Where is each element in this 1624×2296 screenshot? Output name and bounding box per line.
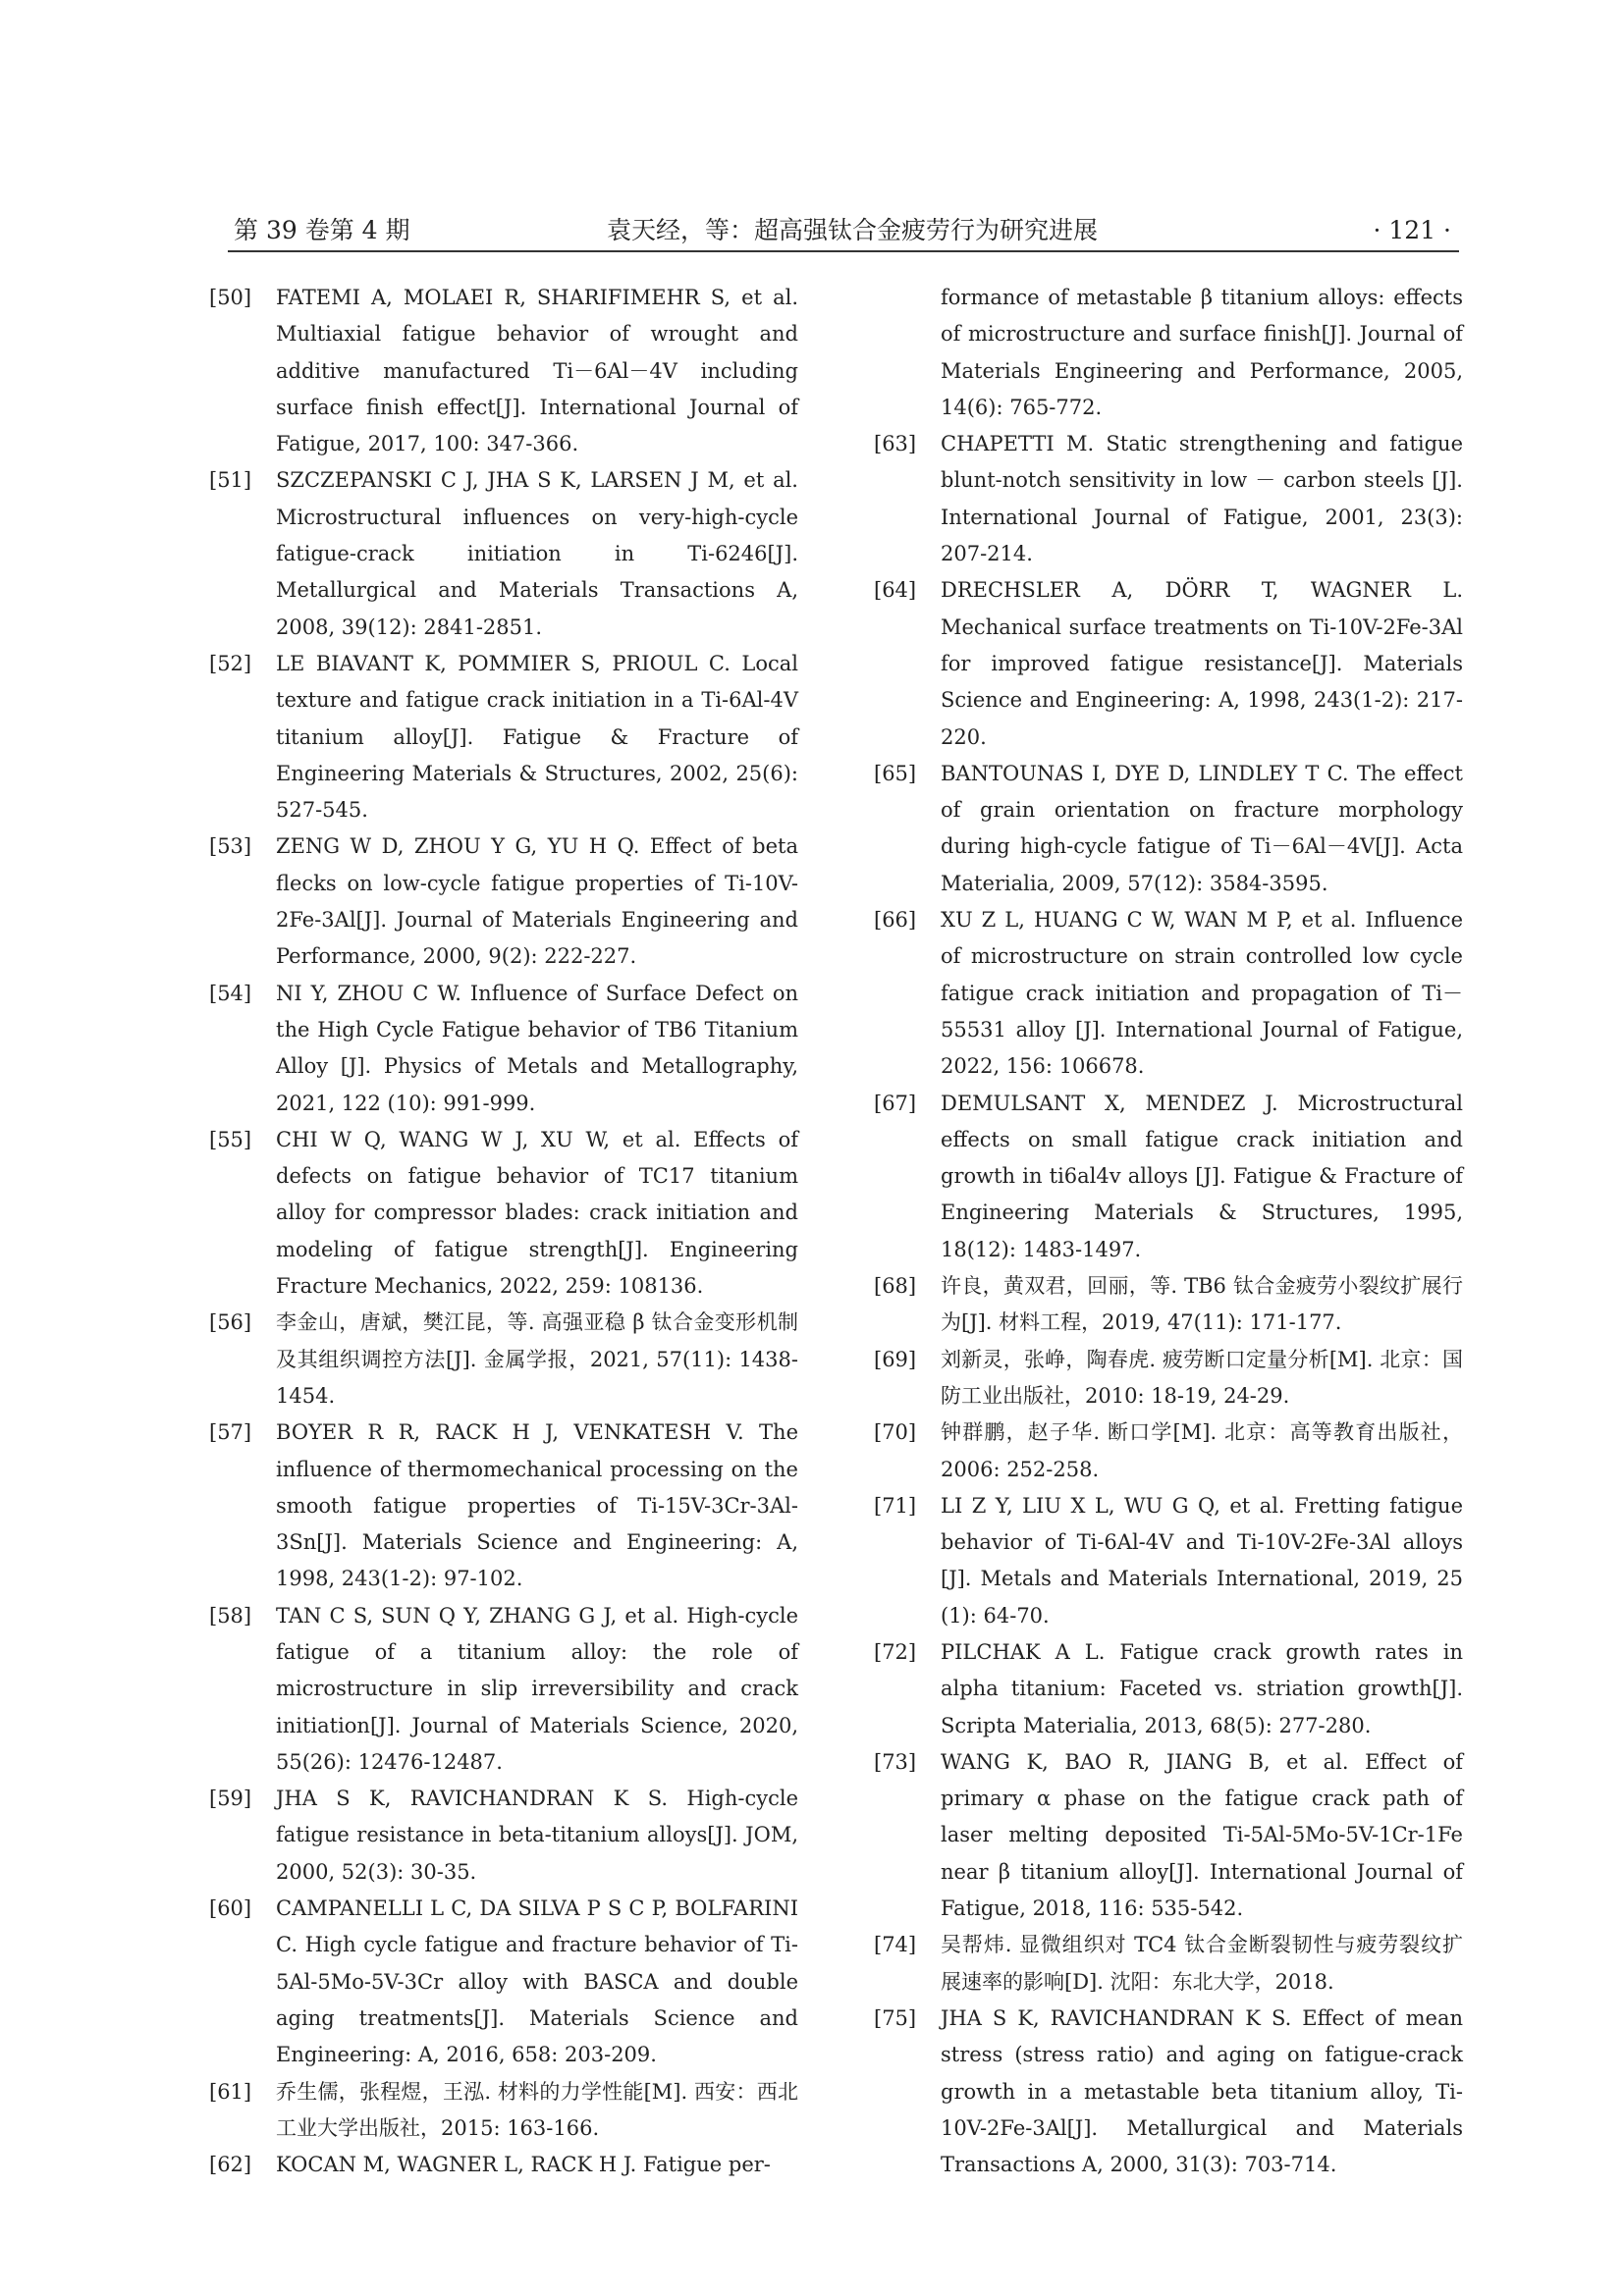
reference-item [874, 1342, 1463, 1415]
reference-text: NI Y, ZHOU C W. Influence of Surface Defect on the High Cycle Fatigue behavior of TB6 Titanium Alloy [J]. Physics of Metals and Metallography, 2021, 122 (10): 991-999. [276, 981, 798, 1115]
reference-item [209, 280, 798, 462]
reference-text: 吴帮炜. 显微组织对 TC4 钛合金断裂韧性与疲劳裂纹扩展速率的影响[D]. 沈阳：东北大学，2018. [941, 1933, 1463, 1994]
reference-number: [66] [874, 908, 917, 933]
reference-number: [61] [209, 2079, 252, 2104]
reference-item [874, 2001, 1463, 2183]
reference-item [874, 1415, 1463, 1488]
reference-text: LI Z Y, LIU X L, WU G Q, et al. Fretting fatigue behavior of Ti-6Al-4V and Ti-10V-2Fe-3Al alloys [J]. Metals and Materials International, 2019, 25 (1): 64-70. [941, 1493, 1463, 1628]
running-header [234, 215, 1451, 250]
reference-number: [60] [209, 1896, 252, 1921]
reference-text: JHA S K, RAVICHANDRAN K S. Effect of mean stress (stress ratio) and aging on fatigue-crack growth in a metastable beta titanium alloy, Ti-10V-2Fe-3Al[J]. Metallurgical and Materials Transactions A, 2000, 31(3): 703-714. [941, 2005, 1463, 2177]
reference-item [209, 1122, 798, 1305]
reference-number: [74] [874, 1933, 917, 1957]
reference-text: DRECHSLER A, DÖRR T, WAGNER L. Mechanical surface treatments on Ti-10V-2Fe-3Al for improved fatigue resistance[J]. Materials Science and Engineering: A, 1998, 243(1-2): 217-220. [941, 578, 1463, 749]
reference-number: [52] [209, 651, 252, 675]
reference-item [874, 280, 1463, 426]
reference-number: [54] [209, 981, 252, 1005]
reference-item [874, 1086, 1463, 1268]
reference-text: ZENG W D, ZHOU Y G, YU H Q. Effect of beta flecks on low-cycle fatigue properties of Ti-10V-2Fe-3Al[J]. Journal of Materials Engineering and Performance, 2000, 9(2): 222-227. [276, 834, 798, 969]
reference-text: CHAPETTI M. Static strengthening and fatigue blunt-notch sensitivity in low － carbon steels [J]. International Journal of Fatigue, 2001, 23(3): 207-214. [941, 432, 1463, 566]
reference-number: [75] [874, 2005, 917, 2030]
reference-text: DEMULSANT X, MENDEZ J. Microstructural effects on small fatigue crack initiation and growth in ti6al4v alloys [J]. Fatigue & Fracture of Engineering Materials & Structures, 1995, 18(12): 1483-1497. [941, 1091, 1463, 1261]
reference-item [874, 1744, 1463, 1927]
running-title: 袁天经，等：超高强钛合金疲劳行为研究进展 [607, 216, 1099, 244]
reference-number: [56] [209, 1310, 252, 1335]
reference-text: FATEMI A, MOLAEI R, SHARIFIMEHR S, et al. Multiaxial fatigue behavior of wrought and additive manufactured Ti－6Al－4V including surface finish effect[J]. International Journal of Fatigue, 2017, 100: 347-366. [276, 286, 798, 456]
reference-text: SZCZEPANSKI C J, JHA S K, LARSEN J M, et al. Microstructural influences on very-high-cycle fatigue-crack initiation in Ti-6246[J]. Metallurgical and Materials Transactions A, 2008, 39(12): 2841-2851. [276, 468, 798, 639]
reference-item [874, 572, 1463, 755]
reference-number: [71] [874, 1493, 917, 1518]
reference-number: [51] [209, 468, 252, 493]
reference-text: 许良，黄双君，回丽，等. TB6 钛合金疲劳小裂纹扩展行为[J]. 材料工程，2019, 47(11): 171-177. [941, 1274, 1463, 1335]
reference-number: [57] [209, 1420, 252, 1445]
reference-item [874, 1488, 1463, 1634]
reference-item [209, 462, 798, 645]
reference-text: 钟群鹏，赵子华. 断口学[M]. 北京：高等教育出版社，2006: 252-258. [941, 1420, 1463, 1481]
reference-text: 乔生儒，张程煜，王泓. 材料的力学性能[M]. 西安：西北工业大学出版社，2015: 163-166. [276, 2079, 798, 2140]
reference-text: KOCAN M, WAGNER L, RACK H J. Fatigue per- [276, 2153, 771, 2177]
reference-number: [67] [874, 1091, 917, 1115]
reference-number: [72] [874, 1639, 917, 1664]
reference-text: BOYER R R, RACK H J, VENKATESH V. The influence of thermomechanical processing on the smooth fatigue properties of Ti-15V-3Cr-3Al-3Sn[J]. Materials Science and Engineering: A, 1998, 243(1-2): 97-102. [276, 1420, 798, 1591]
reference-text: 李金山，唐斌，樊江昆，等. 高强亚稳 β 钛合金变形机制及其组织调控方法[J]. 金属学报，2021, 57(11): 1438-1454. [276, 1310, 798, 1408]
reference-text: PILCHAK A L. Fatigue crack growth rates in alpha titanium: Faceted vs. striation growth[J]. Scripta Materialia, 2013, 68(5): 277-280. [941, 1639, 1463, 1737]
reference-item [874, 902, 1463, 1085]
reference-number: [68] [874, 1274, 917, 1299]
reference-text: CHI W Q, WANG W J, XU W, et al. Effects of defects on fatigue behavior of TC17 titanium alloy for compressor blades: crack initiation and modeling of fatigue strength[J]. Engineering Fracture Mechanics, 2022, 259: 108136. [276, 1127, 798, 1299]
volume-issue: 第 39 卷第 4 期 [234, 216, 410, 244]
reference-column-right [874, 280, 1463, 2183]
reference-item [209, 1415, 798, 1597]
reference-number: [58] [209, 1603, 252, 1628]
reference-item [874, 756, 1463, 902]
reference-item [874, 426, 1463, 572]
reference-number: [69] [874, 1347, 917, 1371]
reference-text: XU Z L, HUANG C W, WAN M P, et al. Influence of microstructure on strain controlled low cycle fatigue crack initiation and propagation of Ti－55531 alloy [J]. International Journal of Fatigue, 2022, 156: 106678. [941, 908, 1463, 1079]
reference-number: [62] [209, 2153, 252, 2177]
reference-item [874, 1927, 1463, 2001]
reference-text: LE BIAVANT K, POMMIER S, PRIOUL C. Local texture and fatigue crack initiation in a Ti-6Al-4V titanium alloy[J]. Fatigue & Fracture of Engineering Materials & Structures, 2002, 25(6): 527-545. [276, 651, 798, 823]
reference-item [209, 1891, 798, 2073]
reference-text: CAMPANELLI L C, DA SILVA P S C P, BOLFARINI C. High cycle fatigue and fracture behavior of Ti-5Al-5Mo-5V-3Cr alloy with BASCA and double aging treatments[J]. Materials Science and Engineering: A, 2016, 658: 203-209. [276, 1896, 798, 2067]
reference-item [209, 2074, 798, 2148]
reference-number: [64] [874, 578, 917, 603]
reference-number: [63] [874, 432, 917, 456]
reference-item [209, 828, 798, 975]
reference-item [874, 1268, 1463, 1342]
reference-item [209, 1305, 798, 1415]
reference-number: [73] [874, 1749, 917, 1774]
reference-number: [59] [209, 1787, 252, 1811]
reference-item [874, 1634, 1463, 1744]
reference-text: TAN C S, SUN Q Y, ZHANG G J, et al. High-cycle fatigue of a titanium alloy: the role of microstructure in slip irreversibility and crack initiation[J]. Journal of Materials Science, 2020, 55(26): 12476-12487. [276, 1603, 798, 1774]
reference-column-left [209, 280, 798, 2183]
reference-item [209, 1781, 798, 1891]
reference-text: WANG K, BAO R, JIANG B, et al. Effect of primary α phase on the fatigue crack path of laser melting deposited Ti-5Al-5Mo-5V-1Cr-1Fe near β titanium alloy[J]. International Journal of Fatigue, 2018, 116: 535-542. [941, 1749, 1463, 1921]
reference-text: 刘新灵，张峥，陶春虎. 疲劳断口定量分析[M]. 北京：国防工业出版社，2010: 18-19, 24-29. [941, 1347, 1463, 1408]
reference-number: [65] [874, 761, 917, 785]
reference-number: [70] [874, 1420, 917, 1445]
reference-item [209, 1598, 798, 1781]
reference-text: formance of metastable β titanium alloys: effects of microstructure and surface finish[J]. Journal of Materials Engineering and Performance, 2005, 14(6): 765-772. [941, 286, 1463, 419]
reference-number: [50] [209, 286, 252, 309]
reference-text: BANTOUNAS I, DYE D, LINDLEY T C. The effect of grain orientation on fracture morphology during high-cycle fatigue of Ti－6Al－4V[J]. Acta Materialia, 2009, 57(12): 3584-3595. [941, 761, 1463, 895]
reference-item [209, 976, 798, 1122]
header-rule [228, 250, 1459, 252]
reference-item [209, 646, 798, 828]
reference-number: [53] [209, 834, 252, 859]
page-number: · 121 · [1373, 216, 1451, 244]
reference-text: JHA S K, RAVICHANDRAN K S. High-cycle fatigue resistance in beta-titanium alloys[J]. JOM, 2000, 52(3): 30-35. [276, 1787, 798, 1884]
reference-number: [55] [209, 1127, 252, 1151]
reference-item [209, 2147, 798, 2183]
